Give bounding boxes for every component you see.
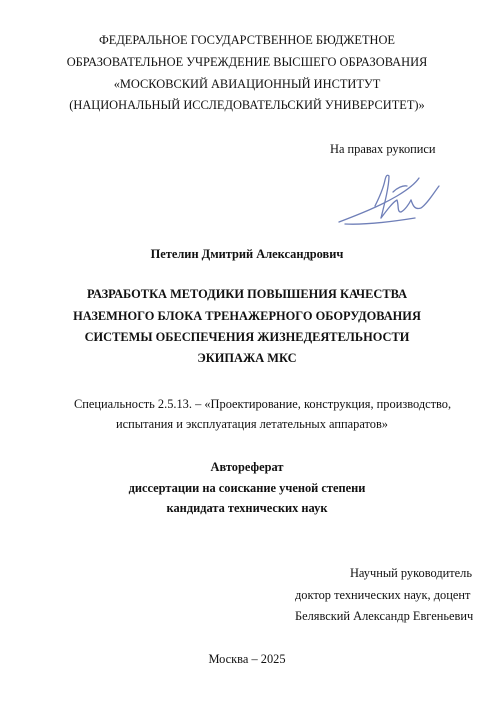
specialty-line-1: Специальность 2.5.13. – «Проектирование, конструкция, производство, xyxy=(74,397,452,411)
institution-line-2: ОБРАЗОВАТЕЛЬНОЕ УЧРЕЖДЕНИЕ ВЫСШЕГО ОБРАЗОВАНИЯ xyxy=(66,55,428,69)
supervisor-degree: доктор технических наук, доцент xyxy=(295,588,471,602)
author-name: Петелин Дмитрий Александрович xyxy=(150,247,344,261)
abstract-label: Автореферат xyxy=(210,460,284,474)
institution-line-1: ФЕДЕРАЛЬНОЕ ГОСУДАРСТВЕННОЕ БЮДЖЕТНОЕ xyxy=(99,33,395,47)
institution-line-4: (НАЦИОНАЛЬНЫЙ ИССЛЕДОВАТЕЛЬСКИЙ УНИВЕРСИТЕТ)» xyxy=(69,98,425,112)
abstract-line-2: диссертации на соискание ученой степени xyxy=(128,481,366,495)
institution-line-3: «МОСКОВСКИЙ АВИАЦИОННЫЙ ИНСТИТУТ xyxy=(113,77,381,91)
signature-image xyxy=(335,170,445,230)
supervisor-name: Белявский Александр Евгеньевич xyxy=(295,609,474,623)
specialty-line-2: испытания и эксплуатация летательных аппаратов» xyxy=(116,417,389,431)
supervisor-role: Научный руководитель xyxy=(349,566,472,580)
city-year: Москва – 2025 xyxy=(208,652,286,666)
title-line-1: РАЗРАБОТКА МЕТОДИКИ ПОВЫШЕНИЯ КАЧЕСТВА xyxy=(86,287,408,301)
title-line-3: СИСТЕМЫ ОБЕСПЕЧЕНИЯ ЖИЗНЕДЕЯТЕЛЬНОСТИ xyxy=(84,330,410,344)
title-line-2: НАЗЕМНОГО БЛОКА ТРЕНАЖЕРНОГО ОБОРУДОВАНИЯ xyxy=(73,309,421,323)
manuscript-note: На правах рукописи xyxy=(330,142,436,156)
title-line-4: ЭКИПАЖА МКС xyxy=(197,351,297,365)
abstract-line-3: кандидата технических наук xyxy=(166,501,328,515)
